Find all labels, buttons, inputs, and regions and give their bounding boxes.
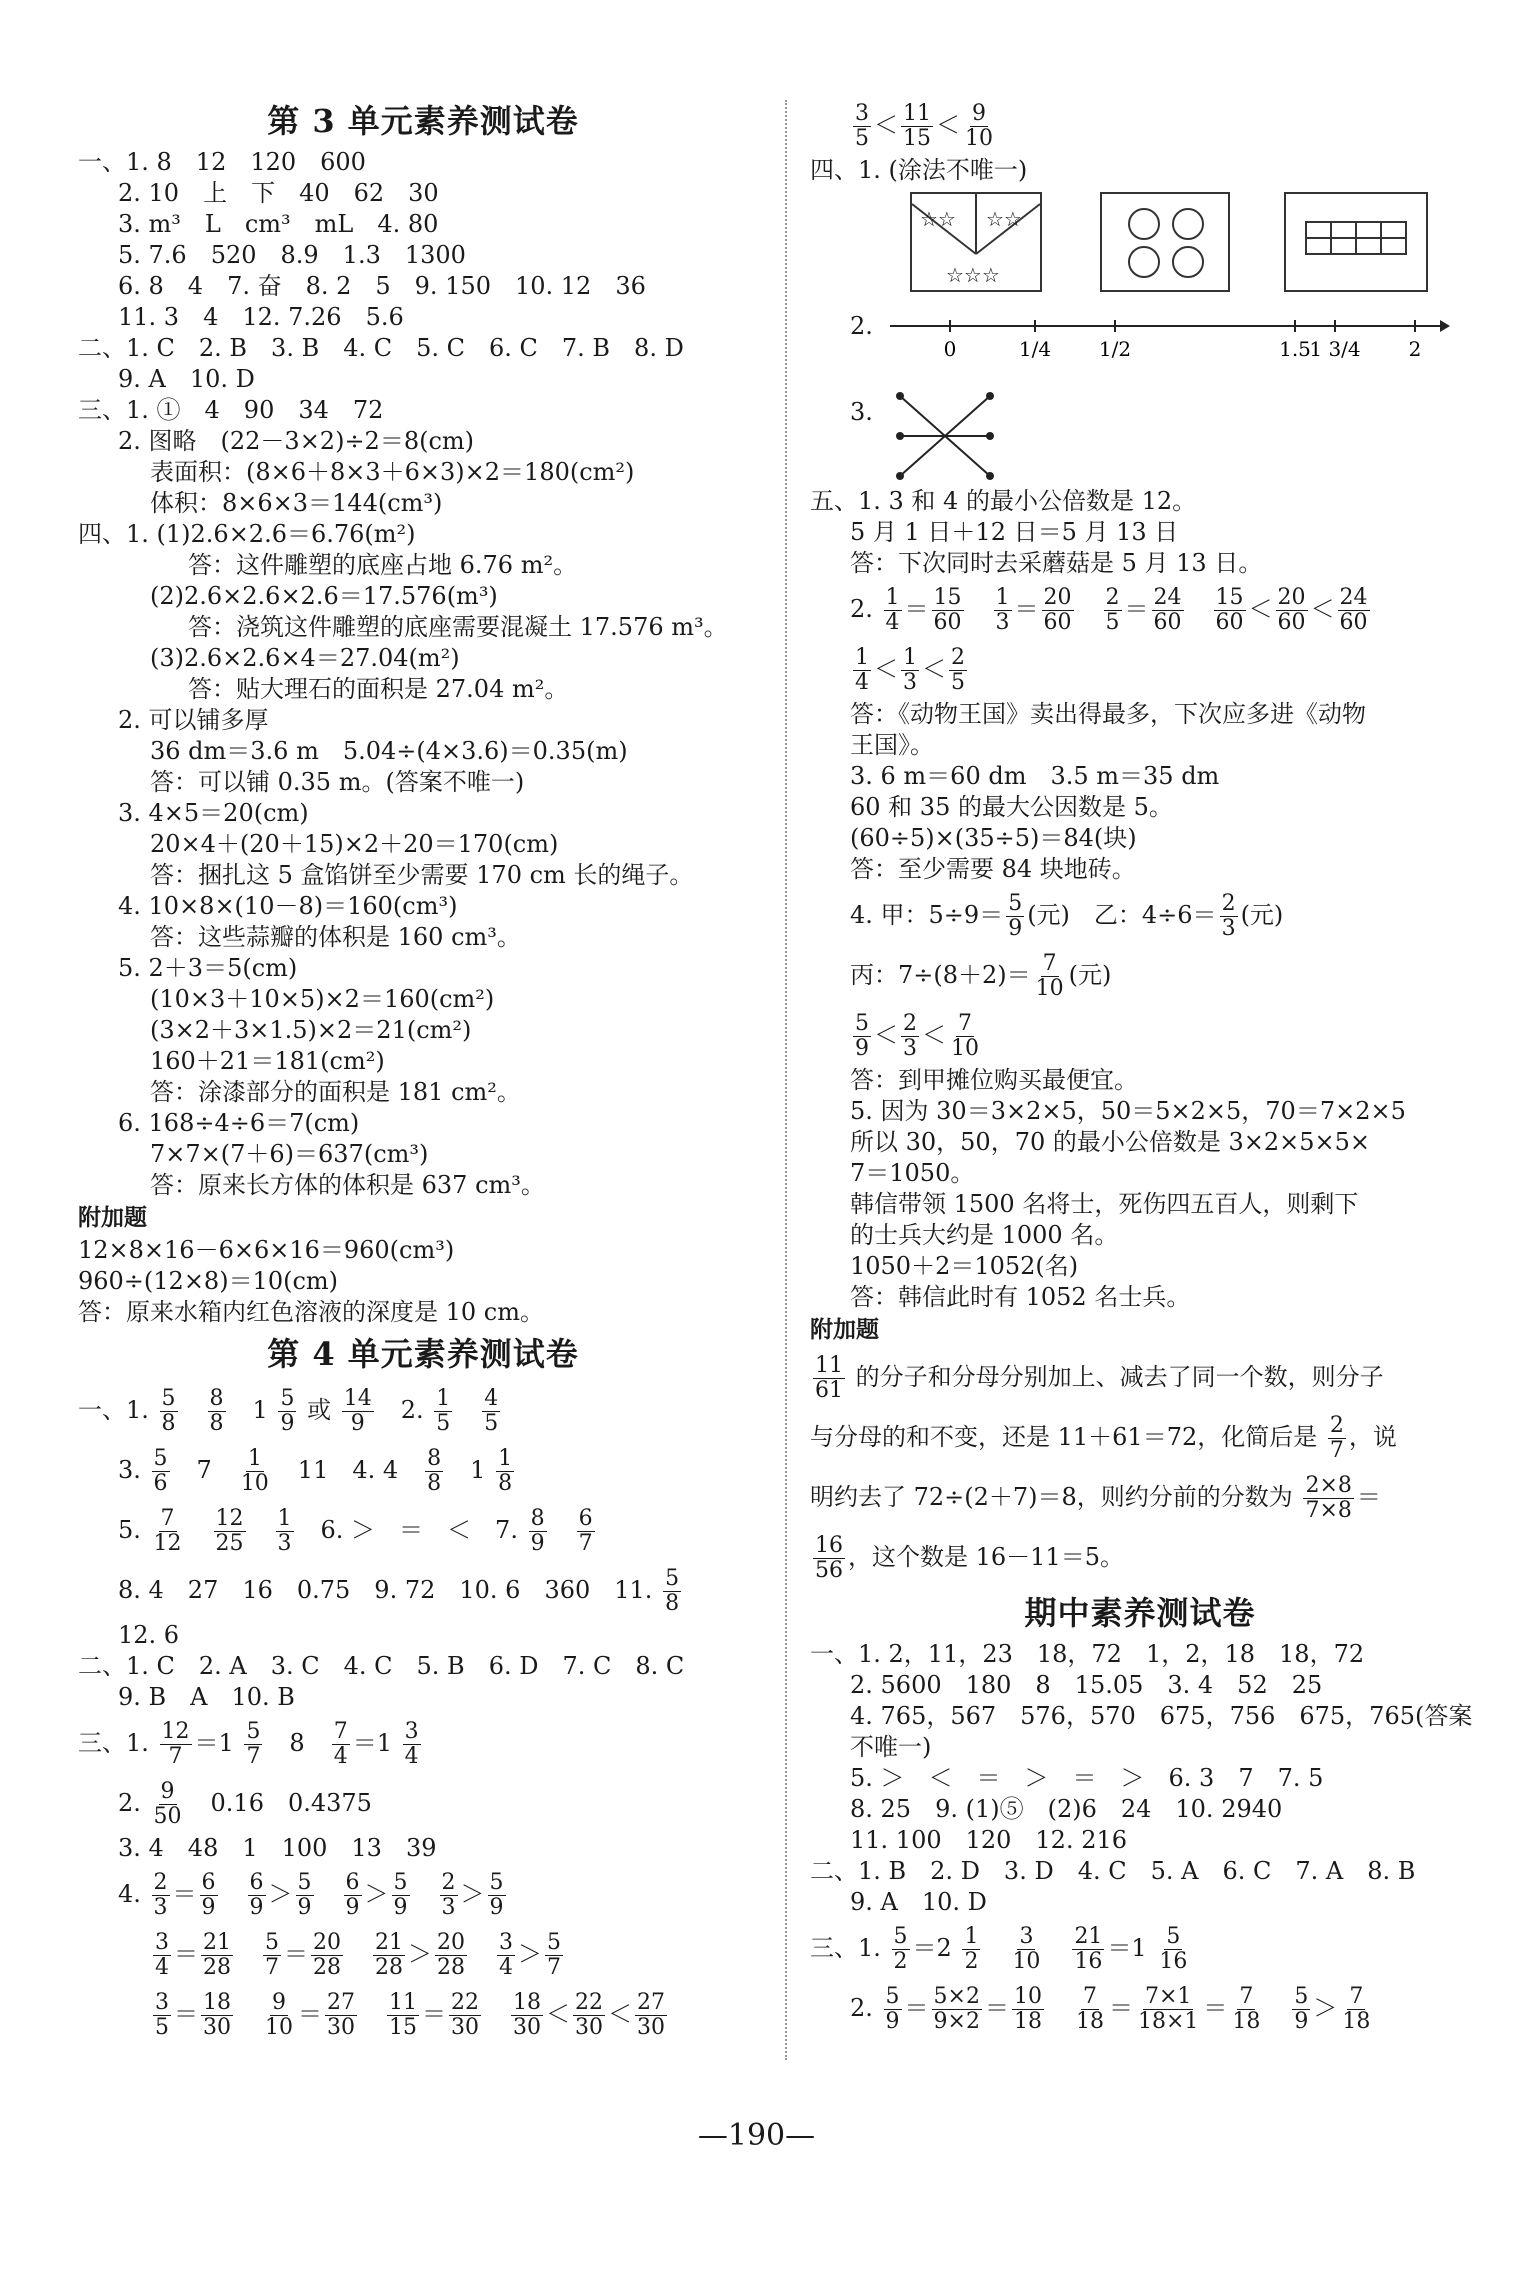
answer-line: (60÷5)×(35÷5)＝84(块) bbox=[850, 824, 1137, 852]
answer-line: 答：捆扎这 5 盒馅饼至少需要 170 cm 长的绳子。 bbox=[150, 861, 694, 889]
fraction: $\frac{9}{10}$ bbox=[265, 1990, 293, 2040]
fraction: $\frac{18}{30}$ bbox=[203, 1990, 231, 2040]
fraction: $\frac{12}{25}$ bbox=[215, 1506, 244, 1556]
fraction: $\frac{2}{5}$ bbox=[1105, 585, 1120, 635]
bonus-heading: 附加题 bbox=[78, 1205, 147, 1231]
flag-figures bbox=[810, 186, 1470, 306]
answer-line: 11. 3 4 12. 7.26 5.6 bbox=[118, 303, 404, 331]
fraction: $\frac{3}{4}$ bbox=[404, 1719, 419, 1769]
fraction: $\frac{8}{8}$ bbox=[427, 1446, 442, 1496]
fraction: $\frac{7}{12}$ bbox=[153, 1506, 182, 1556]
answer-line: 5. 因为 30＝3×2×5，50＝5×2×5，70＝7×2×5 bbox=[850, 1097, 1406, 1125]
fraction: $\frac{3}{10}$ bbox=[1012, 1924, 1041, 1974]
fraction: $\frac{21}{28}$ bbox=[375, 1930, 403, 1980]
answer-line: 9. A 10. D bbox=[118, 365, 255, 393]
right-column bbox=[810, 95, 1473, 2038]
answer-line: 2. 图略 (22－3×2)÷2＝8(cm) bbox=[118, 427, 475, 455]
column-divider bbox=[785, 100, 787, 2060]
answer-line-fraction: 2. $\frac{9}{50}$ 0.16 0.4375 bbox=[118, 1779, 372, 1829]
fraction: $\frac{1}{5}$ bbox=[436, 1386, 451, 1436]
fraction: $\frac{14}{9}$ bbox=[343, 1386, 372, 1436]
fraction: $\frac{1}{4}$ bbox=[855, 645, 869, 695]
fraction: $\frac{5}{9}$ bbox=[297, 1870, 312, 1920]
fraction: $\frac{5}{8}$ bbox=[161, 1386, 176, 1436]
fraction: $\frac{1}{8}$ bbox=[498, 1446, 513, 1496]
number-line-tick-label: 0 bbox=[943, 337, 957, 361]
answer-line: 四、1. (涂法不唯一) bbox=[810, 156, 1028, 184]
number-line-label: 2. bbox=[850, 312, 873, 340]
fraction: $\frac{3}{5}$ bbox=[855, 101, 869, 151]
fraction: $\frac{21}{16}$ bbox=[1074, 1924, 1103, 1974]
fraction: $\frac{2}{7}$ bbox=[1329, 1413, 1344, 1463]
fraction: $\frac{12}{7}$ bbox=[161, 1719, 190, 1769]
svg-text:☆☆☆: ☆☆☆ bbox=[946, 263, 1000, 287]
answer-line: 3. m³ L cm³ mL 4. 80 bbox=[118, 210, 439, 238]
answer-line: 所以 30，50，70 的最小公倍数是 3×2×5×5× bbox=[850, 1128, 1371, 1156]
star-flag-svg bbox=[912, 194, 1040, 290]
fraction: $\frac{5}{16}$ bbox=[1159, 1924, 1188, 1974]
fraction: $\frac{5}{9}$ bbox=[489, 1870, 504, 1920]
fraction: $\frac{15}{60}$ bbox=[1215, 585, 1244, 635]
number-line bbox=[810, 306, 1470, 386]
answer-line-fraction: 丙：7÷(8＋2)＝ $\frac{7}{10}$ (元) bbox=[850, 951, 1112, 1001]
fraction: $\frac{20}{28}$ bbox=[437, 1930, 465, 1980]
answer-line: 体积：8×6×3＝144(cm³) bbox=[150, 489, 443, 517]
fraction: $\frac{24}{60}$ bbox=[1153, 585, 1182, 635]
fraction: $\frac{20}{28}$ bbox=[313, 1930, 341, 1980]
answer-line: 2. 可以铺多厚 bbox=[118, 706, 269, 734]
fraction: $\frac{7}{18}$ bbox=[1232, 1984, 1261, 2034]
fraction: $\frac{10}{18}$ bbox=[1013, 1984, 1042, 2034]
answer-line: 一、1. 8 12 120 600 bbox=[78, 148, 366, 176]
answer-line-fraction: 三、1. $\frac{12}{7}$ ＝1 $\frac{5}{7}$ 8 $\frac{7}{4}$ ＝1 $\frac{3}{4}$ bbox=[78, 1719, 419, 1769]
answer-line: 答：《动物王国》卖出得最多，下次应多进《动物 bbox=[850, 700, 1366, 728]
answer-line: 4. 10×8×(10－8)＝160(cm³) bbox=[118, 892, 458, 920]
answer-line: 9. A 10. D bbox=[850, 1888, 987, 1916]
answer-line: 4. 765，567 576，570 675，756 675，765(答案 bbox=[850, 1702, 1473, 1730]
fraction: $\frac{1}{3}$ bbox=[995, 585, 1010, 635]
grid-flag-svg bbox=[1286, 194, 1426, 290]
fraction: $\frac{24}{60}$ bbox=[1339, 585, 1368, 635]
fraction: $\frac{5}{9}$ bbox=[855, 1011, 869, 1061]
fraction: $\frac{5}{9}$ bbox=[1008, 891, 1023, 941]
circle-flag-figure bbox=[1100, 192, 1230, 292]
answer-line: 20×4＋(20＋15)×2＋20＝170(cm) bbox=[150, 830, 559, 858]
number-line-tick-label: 1/2 bbox=[1098, 337, 1132, 361]
fraction: $\frac{20}{60}$ bbox=[1043, 585, 1072, 635]
answer-line-fraction: 4. 甲：5÷9＝ $\frac{5}{9}$ (元) 乙：4÷6＝ $\frac{2}{3}$ (元) bbox=[850, 891, 1284, 941]
answer-line: 韩信带领 1500 名将士，死伤四五百人，则剩下 bbox=[850, 1190, 1359, 1218]
answer-line: 答：这些蒜瓣的体积是 160 cm³。 bbox=[150, 923, 521, 951]
answer-line: 12. 6 bbox=[118, 1621, 180, 1649]
fraction: $\frac{27}{30}$ bbox=[637, 1990, 665, 2040]
fraction: $\frac{11}{61}$ bbox=[815, 1353, 843, 1403]
answer-line: 答：下次同时去采蘑菇是 5 月 13 日。 bbox=[850, 549, 1263, 577]
fraction: $\frac{22}{30}$ bbox=[575, 1990, 603, 2040]
answer-line: 王国》。 bbox=[850, 731, 934, 759]
fraction: $\frac{2}{3}$ bbox=[441, 1870, 456, 1920]
number-line-tick-label: 1.5 bbox=[1279, 337, 1311, 361]
fraction: $\frac{6}{9}$ bbox=[249, 1870, 264, 1920]
answer-line: 9. B A 10. B bbox=[118, 1683, 295, 1711]
number-line-tick-label: 1/4 bbox=[1018, 337, 1052, 361]
answer-line: 160＋21＝181(cm²) bbox=[150, 1047, 385, 1075]
answer-line: 答：到甲摊位购买最便宜。 bbox=[850, 1066, 1138, 1094]
circle-flag-svg bbox=[1102, 194, 1228, 290]
answer-line: 答：涂漆部分的面积是 181 cm²。 bbox=[150, 1078, 521, 1106]
svg-text:☆☆: ☆☆ bbox=[986, 207, 1022, 231]
answer-line: 960÷(12×8)＝10(cm) bbox=[78, 1267, 339, 1295]
fraction: $\frac{5}{7}$ bbox=[246, 1719, 261, 1769]
fraction: $\frac{8}{8}$ bbox=[209, 1386, 224, 1436]
answer-line: 二、1. B 2. D 3. D 4. C 5. A 6. C 7. A 8. B bbox=[810, 1857, 1416, 1885]
fraction: $\frac{5}{9}$ bbox=[1294, 1984, 1309, 2034]
answer-line: (3)2.6×2.6×4＝27.04(m²) bbox=[150, 644, 460, 672]
answer-line-fraction: 5. $\frac{7}{12}$ $\frac{12}{25}$ $\frac{1}{3}$ 6. ＞ ＝ ＜ 7. $\frac{8}{9}$ $\frac{6}{7}$ bbox=[118, 1506, 593, 1556]
answer-line: 2. 5600 180 8 15.05 3. 4 52 25 bbox=[850, 1671, 1323, 1699]
answer-line: 11. 100 120 12. 216 bbox=[850, 1826, 1128, 1854]
fraction: $\frac{11}{15}$ bbox=[903, 101, 931, 151]
number-line-arrow bbox=[1440, 320, 1450, 332]
answer-line: 5. 2＋3＝5(cm) bbox=[118, 954, 298, 982]
answer-line-fraction: $\frac{3}{5}$ ＝ $\frac{18}{30}$ $\frac{9}{10}$ ＝ $\frac{27}{30}$ $\frac{11}{15}$ ＝ $\frac{22}{30}$ $\frac{18}{30}$ ＜ $\frac{22}{30}$ ＜ $\frac{27}{30}$ bbox=[155, 1990, 665, 2040]
fraction: $\frac{20}{60}$ bbox=[1277, 585, 1306, 635]
fraction: $\frac{3}{5}$ bbox=[155, 1990, 169, 2040]
fraction: $\frac{22}{30}$ bbox=[451, 1990, 479, 2040]
fraction: $\frac{6}{7}$ bbox=[578, 1506, 593, 1556]
answer-line: 二、1. C 2. A 3. C 4. C 5. B 6. D 7. C 8. C bbox=[78, 1652, 685, 1680]
number-line-tick-label: 1 3/4 bbox=[1309, 337, 1361, 361]
fraction: $\frac{11}{15}$ bbox=[389, 1990, 417, 2040]
answer-line: 12×8×16－6×6×16＝960(cm³) bbox=[78, 1236, 455, 1264]
answer-line-fraction: $\frac{16}{56}$ ，这个数是 16－11＝5。 bbox=[815, 1533, 1124, 1583]
answer-line-fraction: 三、1. $\frac{5}{2}$ ＝2 $\frac{1}{2}$ $\frac{3}{10}$ $\frac{21}{16}$ ＝1 $\frac{5}{16}$ bbox=[810, 1924, 1188, 1974]
fraction: $\frac{1}{2}$ bbox=[964, 1924, 979, 1974]
answer-line-fraction: 一、1. $\frac{5}{8}$ $\frac{8}{8}$ 1 $\frac{5}{9}$ 或 $\frac{14}{9}$ 2. $\frac{1}{5}$ $\frac{4}{5}$ bbox=[78, 1386, 499, 1436]
section-title: 期中素养测试卷 bbox=[1024, 1594, 1256, 1632]
answer-line-fraction: $\frac{5}{9}$ ＜ $\frac{2}{3}$ ＜ $\frac{7}{10}$ bbox=[855, 1011, 979, 1061]
fraction: $\frac{7}{18}$ bbox=[1342, 1984, 1371, 2034]
answer-line: 三、1. ① 4 90 34 72 bbox=[78, 396, 384, 424]
page-number: —190— bbox=[697, 2118, 816, 2153]
fraction: $\frac{21}{28}$ bbox=[203, 1930, 231, 1980]
fraction: $\frac{6}{9}$ bbox=[201, 1870, 216, 1920]
fraction: $\frac{16}{56}$ bbox=[815, 1533, 843, 1583]
fraction: $\frac{1}{4}$ bbox=[885, 585, 900, 635]
fraction: $\frac{5}{9}$ bbox=[393, 1870, 408, 1920]
answer-line: 表面积：(8×6＋8×3＋6×3)×2＝180(cm²) bbox=[150, 458, 635, 486]
connection-lines-svg bbox=[890, 386, 1010, 486]
fraction: $\frac{15}{60}$ bbox=[933, 585, 962, 635]
answer-line: (10×3＋10×5)×2＝160(cm²) bbox=[150, 985, 495, 1013]
answer-line: 36 dm＝3.6 m 5.04÷(4×3.6)＝0.35(m) bbox=[150, 737, 628, 765]
answer-line: 3. 4×5＝20(cm) bbox=[118, 799, 309, 827]
bonus-heading: 附加题 bbox=[810, 1317, 879, 1343]
answer-line: 答：原来水箱内红色溶液的深度是 10 cm。 bbox=[78, 1298, 544, 1326]
answer-line-fraction: $\frac{3}{4}$ ＝ $\frac{21}{28}$ $\frac{5}{7}$ ＝ $\frac{20}{28}$ $\frac{21}{28}$ ＞ $\frac{20}{28}$ $\frac{3}{4}$ ＞ $\frac{5}{7}$ bbox=[155, 1930, 561, 1980]
answer-line: 8. 25 9. (1)⑤ (2)6 24 10. 2940 bbox=[850, 1795, 1283, 1823]
connection-figure bbox=[810, 386, 1470, 486]
number-line-svg bbox=[890, 306, 1450, 386]
answer-line: 1050＋2＝1052(名) bbox=[850, 1252, 1079, 1280]
answer-line: 四、1. (1)2.6×2.6＝6.76(m²) bbox=[78, 520, 416, 548]
fraction: $\frac{2}{3}$ bbox=[1221, 891, 1236, 941]
answer-line: 7＝1050。 bbox=[850, 1159, 975, 1187]
fraction: $\frac{2}{5}$ bbox=[951, 645, 965, 695]
section-title: 第 4 单元素养测试卷 bbox=[267, 1335, 579, 1373]
answer-line: 6. 168÷4÷6＝7(cm) bbox=[118, 1109, 360, 1137]
answer-line: (2)2.6×2.6×2.6＝17.576(m³) bbox=[150, 582, 498, 610]
answer-line: 一、1. 2，11，23 18，72 1，2，18 18，72 bbox=[810, 1640, 1365, 1668]
fraction: $\frac{1}{3}$ bbox=[903, 645, 917, 695]
answer-line: 6. 8 4 7. 奋 8. 2 5 9. 150 10. 12 36 bbox=[118, 272, 646, 300]
svg-text:☆☆: ☆☆ bbox=[920, 207, 956, 231]
answer-line-fraction: $\frac{1}{4}$ ＜ $\frac{1}{3}$ ＜ $\frac{2}{5}$ bbox=[855, 645, 965, 695]
answer-line: 7×7×(7＋6)＝637(cm³) bbox=[150, 1140, 429, 1168]
fraction: $\frac{9}{50}$ bbox=[153, 1779, 182, 1829]
grid-flag-figure bbox=[1284, 192, 1428, 292]
answer-line-fraction: 明约去了 72÷(2＋7)＝8，则约分前的分数为 $\frac{2\times 8}{7\times 8}$ ＝ bbox=[810, 1473, 1381, 1523]
fraction: $\frac{5}{7}$ bbox=[265, 1930, 279, 1980]
answer-line-fraction: 与分母的和不变，还是 11＋61＝72，化简后是 $\frac{2}{7}$ ，说 bbox=[810, 1413, 1397, 1463]
answer-line: 答：至少需要 84 块地砖。 bbox=[850, 855, 1136, 883]
fraction: $\frac{9}{10}$ bbox=[965, 101, 993, 151]
fraction: $\frac{3}{4}$ bbox=[499, 1930, 513, 1980]
answer-line: 5. ＞ ＜ ＝ ＞ ＝ ＞ 6. 3 7 7. 5 bbox=[850, 1764, 1324, 1792]
answer-line: 5 月 1 日＋12 日＝5 月 13 日 bbox=[850, 518, 1179, 546]
answer-line: 60 和 35 的最大公因数是 5。 bbox=[850, 793, 1173, 821]
fraction: $\frac{7}{18}$ bbox=[1075, 1984, 1104, 2034]
fraction: $\frac{7}{10}$ bbox=[951, 1011, 979, 1061]
answer-line: 五、1. 3 和 4 的最小公倍数是 12。 bbox=[810, 487, 1197, 515]
answer-line: 3. 6 m＝60 dm 3.5 m＝35 dm bbox=[850, 762, 1220, 790]
answer-line: 答：浇筑这件雕塑的底座需要混凝土 17.576 m³。 bbox=[188, 613, 728, 641]
section-title: 第 3 单元素养测试卷 bbox=[267, 102, 579, 140]
answer-line-fraction: 3. $\frac{5}{6}$ 7 $\frac{1}{10}$ 11 4. 4 $\frac{8}{8}$ 1 $\frac{1}{8}$ bbox=[118, 1446, 513, 1496]
fraction: $\frac{4}{5}$ bbox=[484, 1386, 499, 1436]
answer-line: 答：韩信此时有 1052 名士兵。 bbox=[850, 1283, 1191, 1311]
fraction: $\frac{1}{3}$ bbox=[277, 1506, 292, 1556]
fraction: $\frac{8}{9}$ bbox=[530, 1506, 545, 1556]
fraction: $\frac{27}{30}$ bbox=[327, 1990, 355, 2040]
answer-line: 答：可以铺 0.35 m。(答案不唯一) bbox=[150, 768, 525, 796]
connection-figure-label: 3. bbox=[850, 398, 873, 426]
fraction: $\frac{7}{10}$ bbox=[1035, 951, 1064, 1001]
fraction: $\frac{5}{6}$ bbox=[153, 1446, 168, 1496]
fraction: $\frac{1}{10}$ bbox=[240, 1446, 269, 1496]
fraction: $\frac{2}{3}$ bbox=[153, 1870, 168, 1920]
fraction: $\frac{2}{3}$ bbox=[903, 1011, 917, 1061]
answer-line: (3×2＋3×1.5)×2＝21(cm²) bbox=[150, 1016, 472, 1044]
answer-line: 2. 10 上 下 40 62 30 bbox=[118, 179, 439, 207]
answer-line-fraction: $\frac{3}{5}$ ＜ $\frac{11}{15}$ ＜ $\frac{9}{10}$ bbox=[855, 101, 993, 151]
fraction: $\frac{7}{4}$ bbox=[333, 1719, 348, 1769]
answer-line-fraction: 2. $\frac{1}{4}$ ＝ $\frac{15}{60}$ $\frac{1}{3}$ ＝ $\frac{20}{60}$ $\frac{2}{5}$ ＝ $\frac{24}{60}$ $\frac{15}{60}$ ＜ $\frac{20}{60}$ ＜ $\frac{24}{60}$ bbox=[850, 585, 1368, 635]
answer-line: 的士兵大约是 1000 名。 bbox=[850, 1221, 1119, 1249]
answer-line-fraction: 8. 4 27 16 0.75 9. 72 10. 6 360 11. $\frac{5}{8}$ bbox=[118, 1566, 680, 1616]
answer-line: 3. 4 48 1 100 13 39 bbox=[118, 1834, 437, 1862]
fraction: $\frac{6}{9}$ bbox=[345, 1870, 360, 1920]
answer-line: 答：原来长方体的体积是 637 cm³。 bbox=[150, 1171, 545, 1199]
fraction: $\frac{5}{9}$ bbox=[280, 1386, 295, 1436]
answer-line-fraction: $\frac{11}{61}$ 的分子和分母分别加上、减去了同一个数，则分子 bbox=[815, 1353, 1384, 1403]
star-flag-figure bbox=[910, 192, 1042, 292]
answer-line: 5. 7.6 520 8.9 1.3 1300 bbox=[118, 241, 466, 269]
answer-line-fraction: 4. $\frac{2}{3}$ ＝ $\frac{6}{9}$ $\frac{6}{9}$ ＞ $\frac{5}{9}$ $\frac{6}{9}$ ＞ $\frac{5}{9}$ $\frac{2}{3}$ ＞ $\frac{5}{9}$ bbox=[118, 1870, 504, 1920]
fraction: $\frac{18}{30}$ bbox=[513, 1990, 541, 2040]
fraction: $\frac{5}{8}$ bbox=[665, 1566, 680, 1616]
answer-line-fraction: 2. $\frac{5}{9}$ ＝ $\frac{5\times 2}{9\times 2}$ ＝ $\frac{10}{18}$ $\frac{7}{18}$ ＝ $\frac{7\times 1}{18\times 1}$ ＝ $\frac{7}{18}$ $\frac{5}{9}$ ＞ $\frac{7}{18}$ bbox=[850, 1984, 1371, 2034]
number-line-tick-label: 2 bbox=[1408, 337, 1422, 361]
left-column bbox=[78, 95, 768, 2044]
fraction: $\frac{5}{2}$ bbox=[893, 1924, 908, 1974]
answer-line: 二、1. C 2. B 3. B 4. C 5. C 6. C 7. B 8. D bbox=[78, 334, 684, 362]
fraction: $\frac{3}{4}$ bbox=[155, 1930, 169, 1980]
answer-line: 答：这件雕塑的底座占地 6.76 m²。 bbox=[188, 551, 578, 579]
fraction: $\frac{5}{9}$ bbox=[885, 1984, 900, 2034]
fraction: $\frac{7\times 1}{18\times 1}$ bbox=[1137, 1984, 1199, 2034]
fraction: $\frac{2\times 8}{7\times 8}$ bbox=[1305, 1473, 1352, 1523]
fraction: $\frac{5}{7}$ bbox=[547, 1930, 561, 1980]
answer-line: 不唯一) bbox=[850, 1733, 932, 1761]
fraction: $\frac{5\times 2}{9\times 2}$ bbox=[933, 1984, 980, 2034]
answer-line: 答：贴大理石的面积是 27.04 m²。 bbox=[188, 675, 569, 703]
